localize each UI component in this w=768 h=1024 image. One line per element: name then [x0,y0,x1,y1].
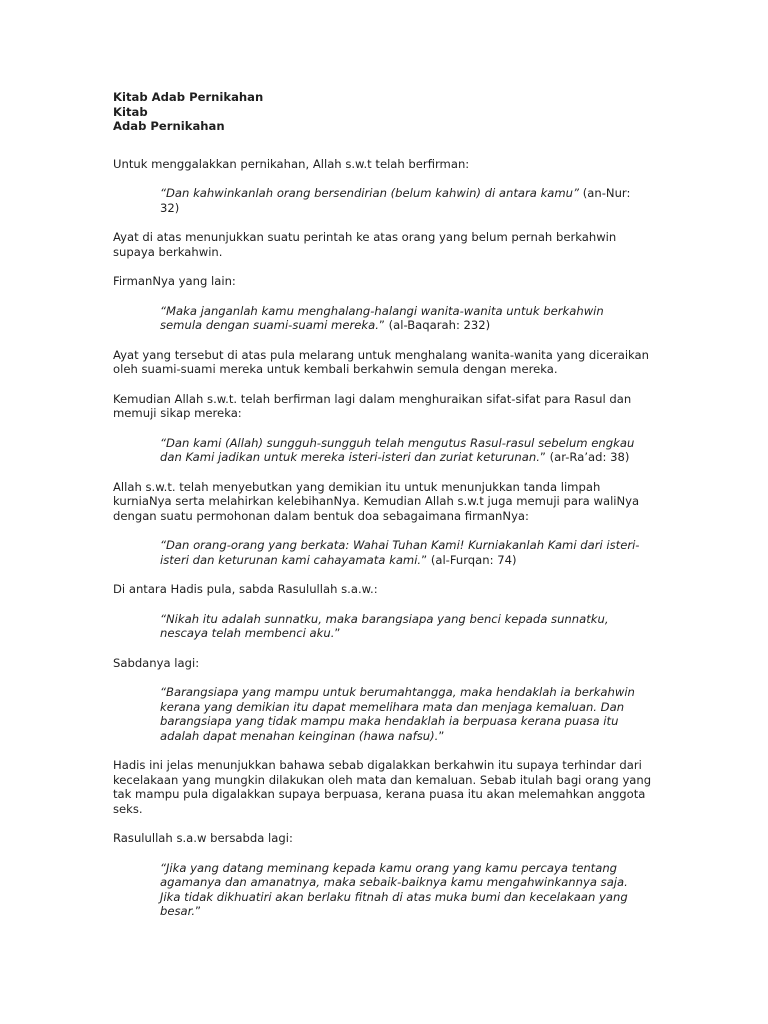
paragraph: Hadis ini jelas menunjukkan bahawa sebab digalakkan berkahwin itu supaya terhindar dari kecelakaan yang mungkin dilakukan oleh mata dan kemaluan. Sebab itulah bagi orang yang tak mampu pula digalakkan supaya berpuasa, kerana puasa itu akan melemahkan anggota seks. [113,758,652,816]
document-page [113,90,658,934]
paragraph: Untuk menggalakkan pernikahan, Allah s.w.t telah berfirman: [113,156,470,171]
quote-block [160,538,645,567]
quote-text: “Jika yang datang meminang kepada kamu orang yang kamu percaya tentang agamanya dan amanatnya, maka sebaik-baiknya kamu mengahwinkannya saja. Jika tidak dikhuatiri akan berlaku fitnah di atas muka bumi dan kecelakaan yang besar. [160,860,628,919]
quote-block [160,304,645,333]
quote-close: ” [539,450,546,465]
quote-text: “Maka janganlah kamu menghalang-halangi wanita-wanita untuk berkahwin semula dengan suami-suami mereka. [160,303,604,333]
quote-source: (al-Baqarah: 232) [384,318,491,333]
quote-close: ” [334,626,341,641]
title-line: Kitab Adab Pernikahan [113,90,264,104]
quote-source: (al-Furqan: 74) [427,552,517,567]
paragraph: Ayat yang tersebut di atas pula melarang untuk menghalang wanita-wanita yang diceraikan oleh suami-suami mereka untuk kembali berkahwin semula dengan mereka. [113,347,650,377]
quote-block [160,186,645,215]
quote-block [160,861,645,919]
title-line: Adab Pernikahan [113,119,225,134]
paragraph: FirmanNya yang lain: [113,274,236,289]
paragraph: Di antara Hadis pula, sabda Rasulullah s.a.w.: [113,582,378,597]
quote-close: ” [378,318,385,333]
quote-source: (an-Nur: 32) [160,186,631,215]
paragraph: Kemudian Allah s.w.t. telah berfirman lagi dalam menghuraikan sifat-sifat para Rasul dan memuji sikap mereka: [113,391,632,421]
quote-close: ” [421,552,428,567]
quote-close: ” [195,904,202,919]
quote-close: ” [573,186,580,201]
quote-block [160,685,645,743]
document-title [113,90,658,134]
quote-text: “Dan kami (Allah) sungguh-sungguh telah mengutus Rasul-rasul sebelum engkau dan Kami jadikan untuk mereka isteri-isteri dan zuriat keturunan. [160,435,635,465]
quote-block [160,612,645,641]
quote-block [160,436,645,465]
quote-close: ” [438,728,445,743]
quote-text: “Dan kahwinkanlah orang bersendirian (belum kahwin) di antara kamu [160,186,574,201]
paragraph: Rasulullah s.a.w bersabda lagi: [113,831,293,846]
paragraph: Sabdanya lagi: [113,655,200,670]
quote-text: “Nikah itu adalah sunnatku, maka barangsiapa yang benci kepada sunnatku, nescaya telah membenci aku. [160,611,609,641]
quote-text: “Dan orang-orang yang berkata: Wahai Tuhan Kami! Kurniakanlah Kami dari isteri-isteri dan keturunan kami cahayamata kami. [160,538,640,567]
title-line: Kitab [113,104,148,119]
paragraph: Allah s.w.t. telah menyebutkan yang demikian itu untuk menunjukkan tanda limpah kurniaNya serta melahirkan kelebihanNya. Kemudian Allah s.w.t juga memuji para waliNya dengan suatu permohonan dalam bentuk doa sebagaimana firmanNya: [113,479,640,523]
quote-source: (ar-Ra’ad: 38) [545,450,630,465]
paragraph: Ayat di atas menunjukkan suatu perintah ke atas orang yang belum pernah berkahwin supaya berkahwin. [113,230,617,259]
quote-text: “Barangsiapa yang mampu untuk berumahtangga, maka hendaklah ia berkahwin kerana yang demikian itu dapat memelihara mata dan menjaga kemaluan. Dan barangsiapa yang tidak mampu maka hendaklah ia berpuasa kerana puasa itu adalah dapat menahan keinginan (hawa nafsu). [160,685,635,743]
